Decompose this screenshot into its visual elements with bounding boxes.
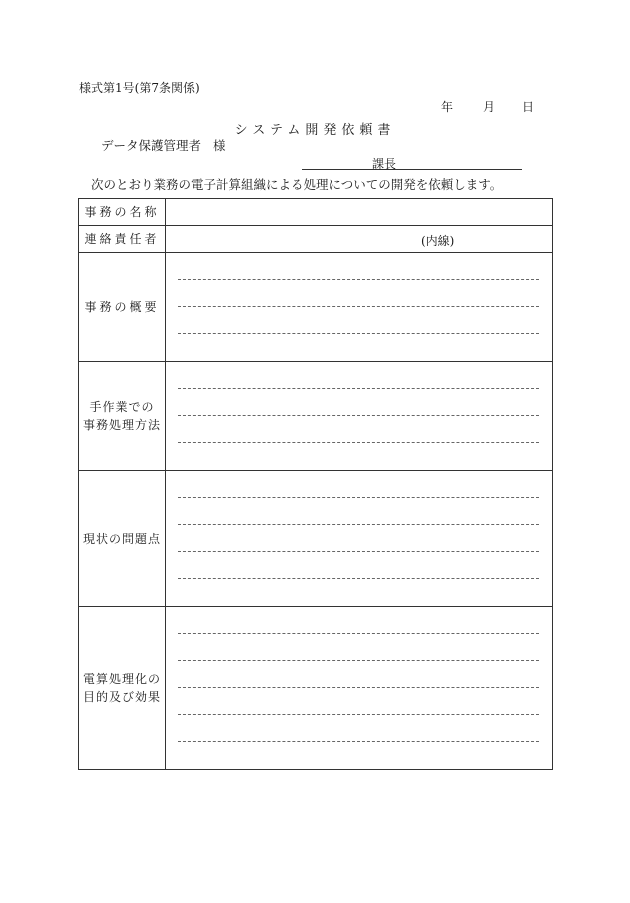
contact-person-field[interactable] bbox=[166, 226, 553, 253]
form-number: 様式第1号(第7条関係) bbox=[79, 81, 200, 95]
dotted-writing-line bbox=[178, 741, 539, 742]
dotted-writing-line bbox=[178, 714, 539, 715]
section-chief-label: 課長 bbox=[372, 157, 397, 171]
requester-signature-line[interactable] bbox=[302, 155, 522, 170]
request-form-table bbox=[78, 198, 553, 770]
addressee-honorific: 様 bbox=[213, 138, 226, 153]
table-row bbox=[79, 226, 553, 253]
row-label-line: 手作業での bbox=[89, 400, 155, 414]
row-label-manual-method bbox=[79, 362, 166, 471]
row-label-contact-person: 連絡責任者 bbox=[79, 226, 166, 253]
dotted-writing-line bbox=[178, 442, 539, 443]
dotted-writing-line bbox=[178, 333, 539, 334]
purpose-effects-field[interactable] bbox=[166, 607, 553, 770]
dotted-writing-line bbox=[178, 524, 539, 525]
dotted-writing-line bbox=[178, 388, 539, 389]
dotted-writing-line bbox=[178, 306, 539, 307]
task-name-field[interactable] bbox=[166, 199, 553, 226]
row-label-line: 目的及び効果 bbox=[82, 690, 161, 704]
date-line bbox=[441, 98, 534, 115]
dotted-writing-line bbox=[178, 633, 539, 634]
dotted-writing-line bbox=[178, 687, 539, 688]
dotted-writing-line bbox=[178, 497, 539, 498]
request-statement: 次のとおり業務の電子計算組織による処理についての開発を依頼します。 bbox=[91, 177, 503, 192]
table-row bbox=[79, 253, 553, 362]
date-month-label: 月 bbox=[483, 100, 496, 114]
document-title: システム開発依頼書 bbox=[234, 123, 396, 138]
dotted-writing-line bbox=[178, 660, 539, 661]
task-overview-field[interactable] bbox=[166, 253, 553, 362]
addressee-name: データ保護管理者 bbox=[101, 138, 202, 153]
row-label-task-name: 事務の名称 bbox=[79, 199, 166, 226]
dotted-writing-line bbox=[178, 551, 539, 552]
table-row bbox=[79, 471, 553, 607]
dotted-writing-line bbox=[178, 415, 539, 416]
manual-method-field[interactable] bbox=[166, 362, 553, 471]
table-row bbox=[79, 199, 553, 226]
table-row bbox=[79, 607, 553, 770]
dotted-writing-line bbox=[178, 279, 539, 280]
row-label-task-overview: 事務の概要 bbox=[79, 253, 166, 362]
table-row bbox=[79, 362, 553, 471]
row-label-current-problems: 現状の問題点 bbox=[79, 471, 166, 607]
dotted-writing-line bbox=[178, 578, 539, 579]
row-label-line: 事務処理方法 bbox=[82, 418, 161, 432]
extension-label: (内線) bbox=[421, 234, 455, 248]
current-problems-field[interactable] bbox=[166, 471, 553, 607]
date-day-label: 日 bbox=[522, 100, 535, 114]
row-label-line: 電算処理化の bbox=[82, 672, 161, 686]
addressee bbox=[101, 136, 226, 154]
row-label-purpose-effects bbox=[79, 607, 166, 770]
date-year-label: 年 bbox=[441, 100, 454, 114]
